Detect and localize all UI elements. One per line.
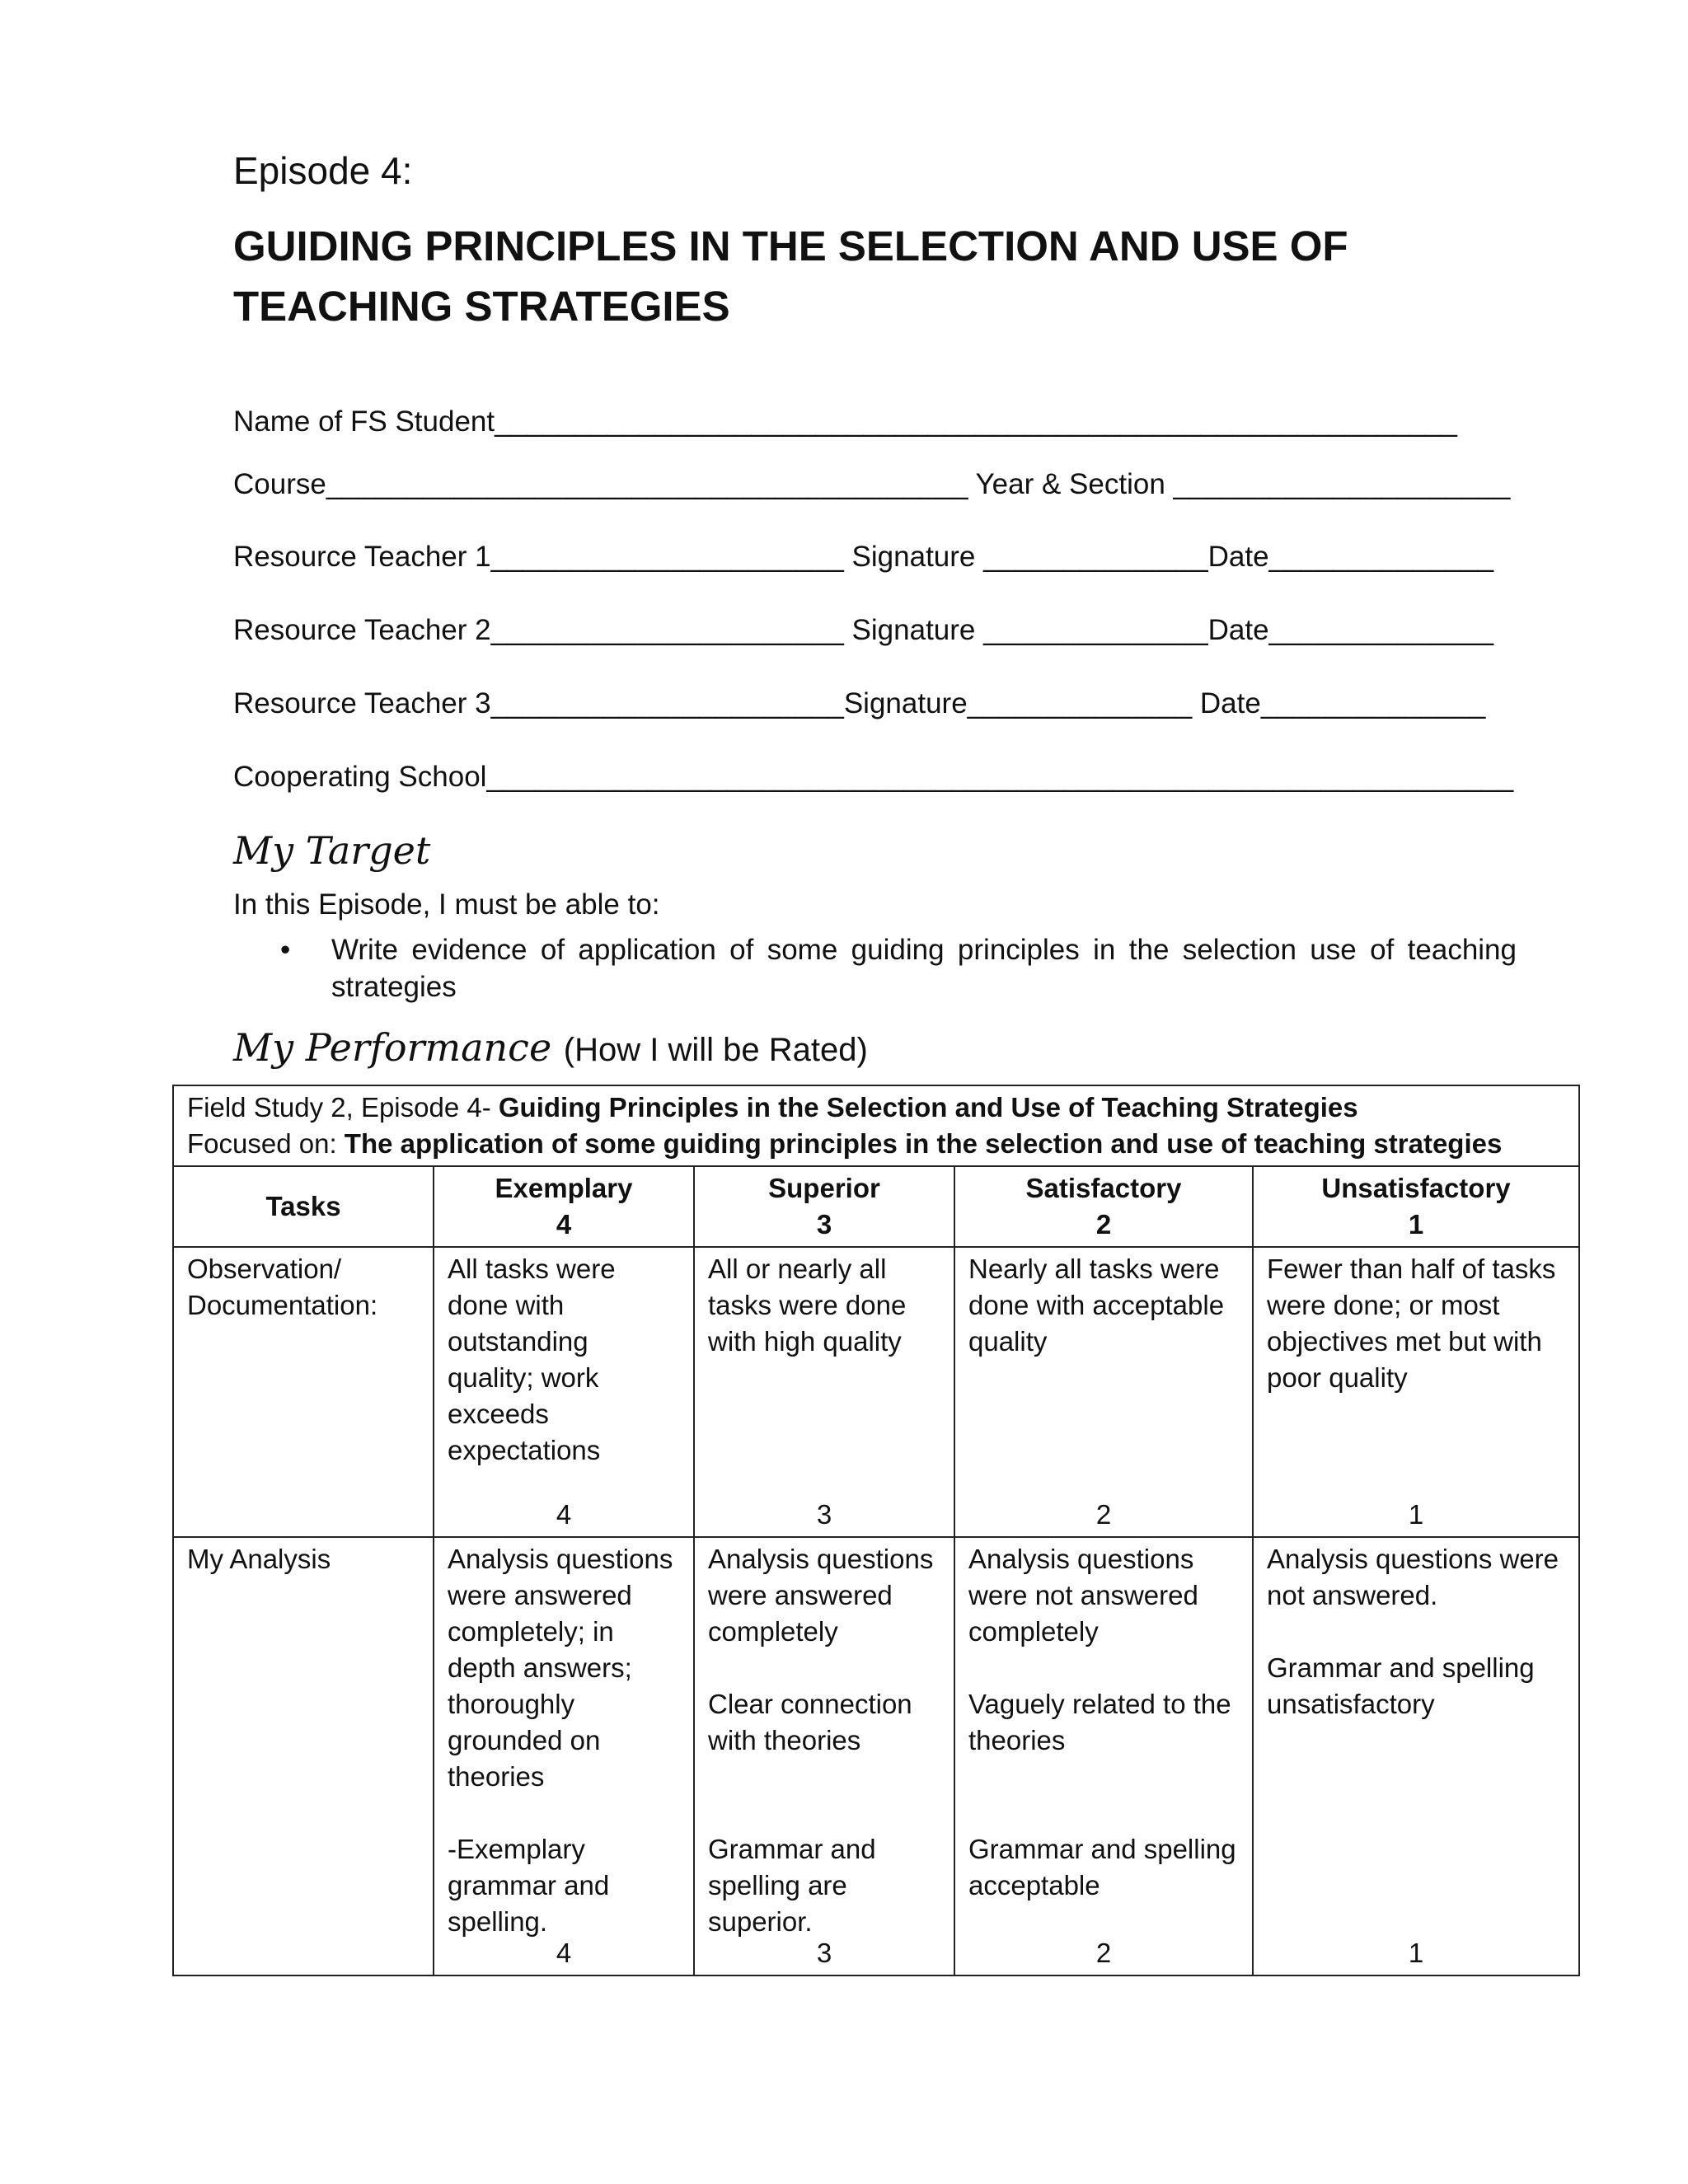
target-list (280, 931, 1517, 1005)
target-item-text: Write evidence of application of some guiding principles in the selection use of teaching strategies (331, 934, 1517, 1003)
cell-text: Fewer than half of tasks were done; or most objectives met but with poor quality (1267, 1254, 1556, 1393)
cell-score: 4 (556, 1938, 572, 1968)
rubric-cell (694, 1537, 954, 1975)
cell-score: 4 (556, 1499, 572, 1530)
rubric-cell (434, 1247, 694, 1537)
resource-teacher-1-field[interactable]: Resource Teacher 1______________________ Signature ______________Date______________ (233, 541, 1494, 573)
column-score: 2 (1095, 1209, 1112, 1240)
rubric-cell (1253, 1537, 1579, 1975)
performance-title: My Performance (233, 1025, 552, 1070)
column-score: 4 (556, 1209, 572, 1240)
rubric-cell (1253, 1247, 1579, 1537)
resource-teacher-2-field[interactable]: Resource Teacher 2______________________ Signature ______________Date______________ (233, 614, 1494, 646)
cell-score: 3 (816, 1499, 832, 1530)
cell-text: All or nearly all tasks were done with high quality (708, 1254, 907, 1357)
target-heading: My Target (233, 828, 431, 873)
resource-teacher-3-field[interactable]: Resource Teacher 3______________________Signature______________ Date______________ (233, 687, 1486, 719)
column-label: Satisfactory (1025, 1173, 1182, 1203)
task-cell: My Analysis (173, 1537, 434, 1975)
cell-score: 1 (1408, 1938, 1424, 1968)
cell-score: 2 (1095, 1938, 1112, 1968)
column-label: Superior (768, 1173, 880, 1203)
focus-text: The application of some guiding principles in the selection and use of teaching strategies (344, 1128, 1503, 1159)
cell-text: Vaguely related to the theories (968, 1689, 1231, 1755)
target-intro: In this Episode, I must be able to: (233, 888, 660, 921)
page-title (233, 216, 1552, 336)
rubric-header-row (173, 1166, 1579, 1247)
caption-prefix: Field Study 2, Episode 4- (187, 1092, 499, 1122)
table-row (173, 1247, 1579, 1537)
column-header-superior (694, 1166, 954, 1247)
cell-text: Grammar and spelling acceptable (968, 1834, 1236, 1900)
cooperating-school-field[interactable]: Cooperating School________________________________________________________________ (233, 761, 1514, 793)
cell-text: Analysis questions were answered completely; in depth answers; thoroughly grounded on theories (448, 1544, 673, 1792)
column-header-exemplary (434, 1166, 694, 1247)
rubric-caption (173, 1085, 1579, 1166)
cell-text: Analysis questions were not answered completely (968, 1544, 1198, 1647)
task-cell: Observation/ Documentation: (173, 1247, 434, 1537)
column-header-unsatisfactory (1253, 1166, 1579, 1247)
column-score: 3 (816, 1209, 832, 1240)
bullet-icon: • (280, 934, 291, 966)
column-label: Tasks (265, 1191, 341, 1221)
performance-subtitle: (How I will be Rated) (563, 1032, 868, 1068)
rubric-caption-row (173, 1085, 1579, 1166)
cell-text: Clear connection with theories (708, 1689, 912, 1755)
table-row (173, 1537, 1579, 1975)
column-score: 1 (1408, 1209, 1424, 1240)
student-name-field[interactable]: Name of FS Student____________________________________________________________ (233, 405, 1458, 438)
column-label: Unsatisfactory (1321, 1173, 1511, 1203)
cell-text: Grammar and spelling are superior. (708, 1834, 876, 1937)
column-label: Exemplary (495, 1173, 633, 1203)
cell-score: 1 (1408, 1499, 1424, 1530)
title-line-1: GUIDING PRINCIPLES IN THE SELECTION AND USE OF (233, 223, 1348, 269)
focus-prefix: Focused on: (187, 1128, 345, 1159)
cell-score: 3 (816, 1938, 832, 1968)
cell-text: Analysis questions were answered completely (708, 1544, 934, 1647)
rubric-cell (694, 1247, 954, 1537)
list-item (280, 931, 1517, 1005)
episode-label: Episode 4: (233, 149, 413, 192)
rubric-cell (954, 1537, 1253, 1975)
title-line-2: TEACHING STRATEGIES (233, 283, 730, 330)
rubric-cell (954, 1247, 1253, 1537)
column-header-satisfactory (954, 1166, 1253, 1247)
cell-text: -Exemplary grammar and spelling. (448, 1834, 610, 1937)
caption-title: Guiding Principles in the Selection and Use of Teaching Strategies (498, 1092, 1358, 1122)
rubric-cell (434, 1537, 694, 1975)
cell-text: Analysis questions were not answered. (1267, 1544, 1559, 1610)
column-header-tasks (173, 1166, 434, 1247)
cell-text: Nearly all tasks were done with acceptable quality (968, 1254, 1225, 1357)
course-year-field[interactable]: Course________________________________________ Year & Section _____________________ (233, 468, 1511, 500)
performance-heading (233, 1025, 868, 1070)
cell-text: All tasks were done with outstanding quality; work exceeds expectations (448, 1254, 616, 1465)
cell-score: 2 (1095, 1499, 1112, 1530)
rubric-table (172, 1085, 1580, 1976)
cell-text: Grammar and spelling unsatisfactory (1267, 1652, 1535, 1719)
